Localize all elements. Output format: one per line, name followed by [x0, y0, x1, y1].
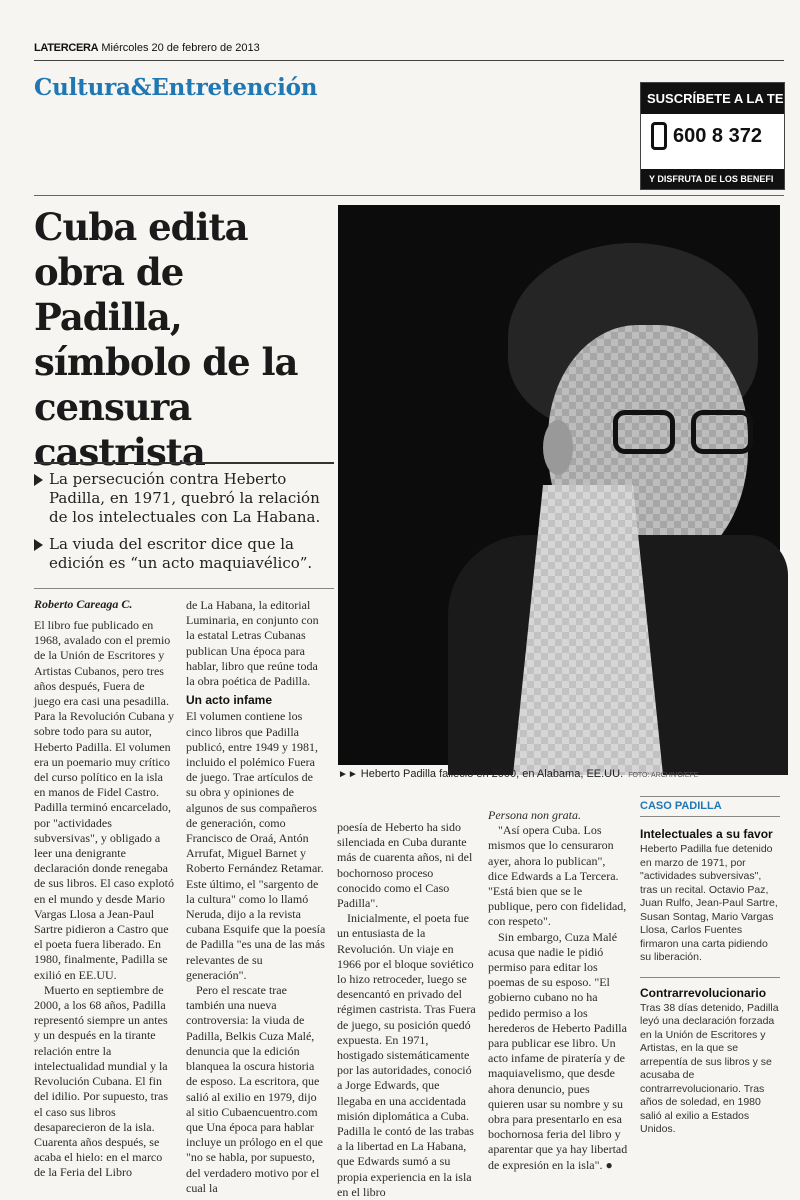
subscription-ad	[640, 82, 785, 190]
paragraph: de La Habana, la editorial Luminaria, en conjunto con la estatal Letras Cubanas publican Una época para hablar, libro que reúne toda la obra poética de Padilla.	[186, 598, 319, 689]
summary-bullet	[34, 535, 334, 573]
newspaper-name: LATERCERA	[34, 42, 99, 54]
paragraph: poesía de Heberto ha sido silenciada en Cuba durante más de cuarenta años, ni del bochornoso proceso conocido como el Caso Padilla".	[337, 820, 473, 911]
subheading: Un acto infame	[186, 693, 273, 708]
photo-credit: FOTO: ARCHIVO/EFE	[628, 772, 699, 779]
sidebar-box	[640, 796, 780, 1149]
article-column-1	[34, 618, 174, 1181]
article-column-3	[337, 820, 477, 1200]
ad-footer: Y DISFRUTA DE LOS BENEFI	[641, 169, 784, 189]
article-column-4	[488, 808, 628, 1173]
paragraph: Muerto en septiembre de 2000, a los 68 años, Padilla representó siempre un antes y un después en la tirante relación entre la intelectualidad mundial y la Revolución Cubana. El fin del idilio. Por supuesto, tras el caso sus libros desaparecieron de la isla. Cuarenta años después, se acaba el hielo: en el marco de la Feria del Libro	[34, 982, 168, 1180]
phone-icon	[651, 122, 667, 150]
triangle-bullet-icon	[34, 474, 43, 486]
summary-bullet	[34, 470, 334, 527]
sidebar-divider	[640, 977, 780, 978]
paragraph: Persona non grata.	[488, 808, 581, 822]
byline-rule	[34, 588, 334, 589]
article-column-2	[186, 598, 326, 1196]
section-rule	[34, 195, 784, 196]
paragraph: El libro fue publicado en 1968, avalado con el premio de la Unión de Escritores y Artistas Cubanos, pero tres años después, Fuera de juego era casi una pesadilla. Para la Revolución Cubana y sobre todo para su autor, Heberto Padilla. El volumen era un poemario muy crítico del curso político en la isla en manos de Fidel Castro. Padilla terminó encarcelado, por "actividades subversivas", y obligado a leer una denigrante declaración donde renegaba de sus libros. El caso explotó en el mundo y desde Mario Vargas Llosa a Jean-Paul Sartre pidieron a Castro que el poeta fuera liberado. En 1980, finalmente, Padilla se exilió en EE.UU.	[34, 618, 174, 982]
paragraph: Pero el rescate trae también una nueva controversia: la viuda de Padilla, Belkis Cuza Malé, denuncia que la edición blanquea la oscura historia de esposo. La escritora, que salió al exilio en 1979, dijo al sitio Cubaencuentro.com que Una época para hablar incluye un prólogo en el que "no se habla, por supuesto, del verdadero motivo por el cual la	[186, 983, 323, 1195]
glasses-lens	[613, 410, 675, 454]
page-header	[34, 42, 374, 54]
paragraph: Inicialmente, el poeta fue un entusiasta de la Revolución. Un viaje en 1966 por el bloque soviético lo hizo retroceder, luego se desencantó en privado del régimen castrista. Tras Fuera de juego, su posición quedó expuesta. En 1971, hostigado sistemáticamente por las autoridades, conoció a Jorge Edwards, que llegaba en una accidentada misión diplomática a Cuba. Padilla le contó de las trabas a la libertad en La Habana, que Edwards sumó a su propia experiencia en la isla en el libro	[337, 911, 476, 1199]
summary-text: La viuda del escritor dice que la edición es “un acto maquiavélico”.	[49, 535, 313, 572]
ad-phone-number: 600 8 372	[673, 124, 762, 147]
sidebar-item-title: Contrarrevolucionario	[640, 985, 767, 1000]
sidebar-item-text: Heberto Padilla fue detenido en marzo de 1971, por "actividades subversivas", tras un recital. Octavio Paz, Juan Rulfo, Jean-Paul Sartre, Susan Sontag, Mario Vargas Llosa, Carlos Fuentes firmaron una carta pidiendo su liberación.	[640, 843, 778, 963]
article-headline: Cuba edita obra de Padilla, símbolo de la censura castrista	[34, 205, 298, 474]
sidebar-item-text: Tras 38 días detenido, Padilla leyó una declaración forzada en la Unión de Escritores y Artistas, en la que se arrepentía de sus libros y se acusaba de contrarrevolucionario. Tras años de soledad, en 1980 salió al exilio a Estados Unidos.	[640, 1001, 779, 1135]
photo-ear	[543, 420, 573, 475]
header-rule	[34, 60, 784, 61]
ad-phone-row	[641, 114, 784, 158]
caption-text: Heberto Padilla falleció en 2000, en Alabama, EE.UU.	[360, 768, 624, 780]
publication-date: Miércoles 20 de febrero de 2013	[101, 42, 260, 54]
glasses-lens	[691, 410, 753, 454]
caption-arrow-icon: ►►	[338, 769, 358, 780]
ad-headline: SUSCRÍBETE A LA TE	[641, 83, 784, 114]
photo-glasses	[613, 410, 758, 458]
article-summary	[34, 462, 334, 581]
triangle-bullet-icon	[34, 539, 43, 551]
paragraph: El volumen contiene los cinco libros que Padilla publicó, entre 1949 y 1981, incluido el polémico Fuera de juego. Trae artículos de su obra y opiniones de algunos de sus compañeros de generación, como Francisco de Oraá, Antón Arrufat, Miguel Barnet y Roberto Fernández Retamar. Este último, el "sargento de la cultura" como lo llamó Neruda, dijo a la revista cubana Esquife que la poesía de Padilla "es una de las más relevantes de su generación".	[186, 709, 326, 982]
photo-caption	[338, 768, 780, 780]
section-title: Cultura&Entretención	[34, 74, 318, 101]
sidebar-tag: CASO PADILLA	[640, 796, 780, 817]
portrait-photo	[338, 205, 780, 765]
paragraph: "Así opera Cuba. Los mismos que lo censuraron ayer, ahora lo publican", dice Edwards a La Tercera. "Está bien que se le publique, pero con fidelidad, con respeto".	[488, 823, 627, 929]
byline: Roberto Careaga C.	[34, 597, 133, 611]
summary-text: La persecución contra Heberto Padilla, en 1971, quebró la relación de los intelectuales con La Habana.	[49, 470, 321, 526]
paragraph: Sin embargo, Cuza Malé acusa que nadie le pidió permiso para editar los poemas de su esposo. "El gobierno cubano no ha pedido permiso a los herederos de Heberto Padilla para publicar ese libro. Un acto infame de piratería y de maquiavelismo, que desde ahora denuncio, pues quieren usar su nombre y su obra para presentarlo en esa bochornosa feria del libro y aparentar que ya hay libertad de expresión en la isla". ●	[488, 929, 628, 1172]
sidebar-item-title: Intelectuales a su favor	[640, 827, 773, 841]
